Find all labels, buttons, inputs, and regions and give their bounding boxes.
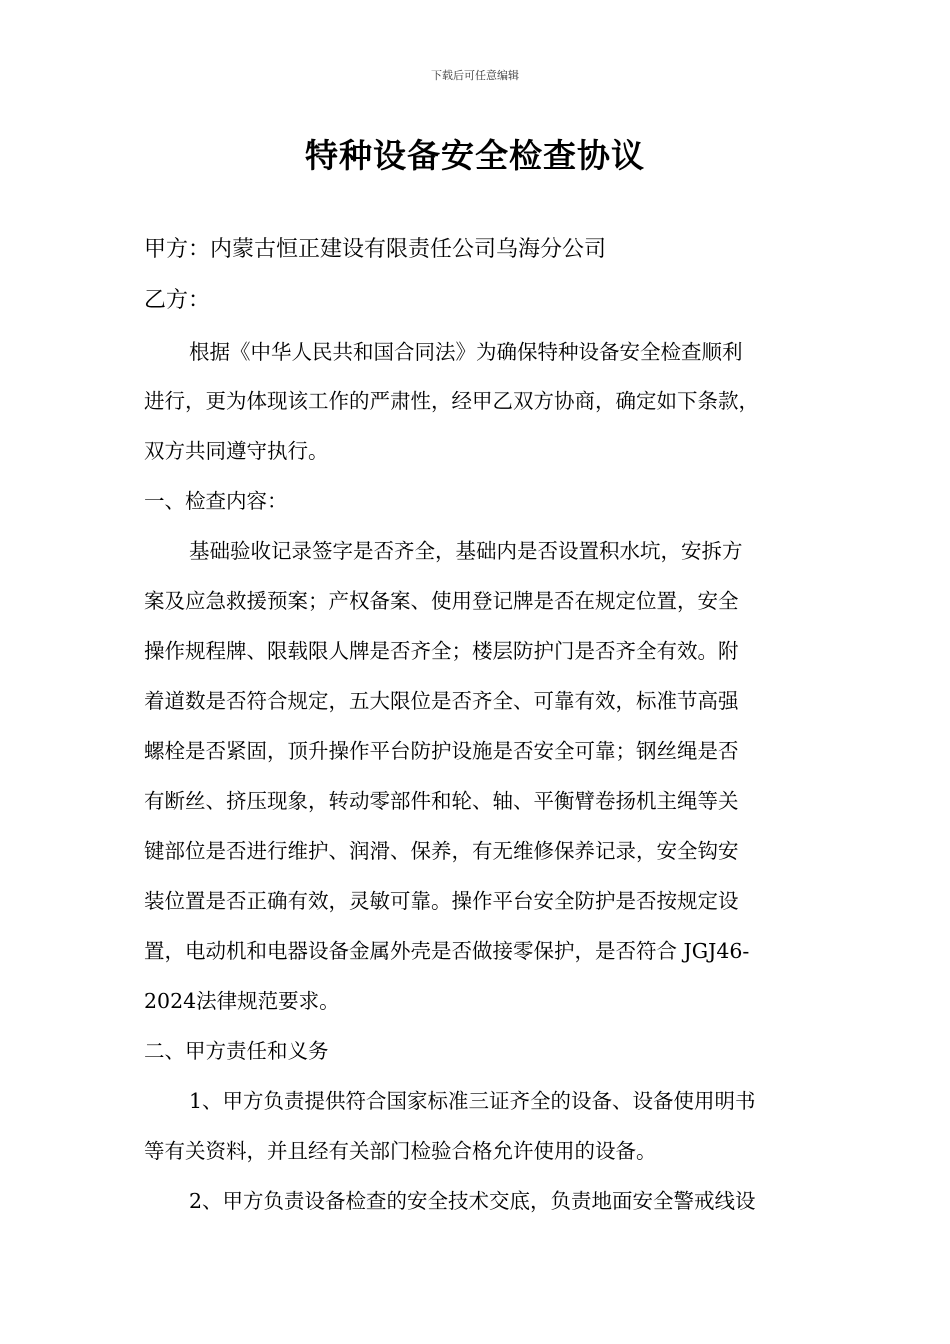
paragraph-line: 装位置是否正确有效，灵敏可靠。操作平台安全防护是否按规定设 (144, 889, 739, 913)
paragraph-line: 双方共同遵守执行。 (144, 439, 329, 463)
document-title: 特种设备安全检查协议 (305, 136, 645, 175)
paragraph-line: 案及应急救援预案；产权备案、使用登记牌是否在规定位置，安全 (144, 589, 739, 613)
section-heading: 一、检查内容： (144, 489, 288, 513)
paragraph-line: 螺栓是否紧固，顶升操作平台防护设施是否安全可靠；钢丝绳是否 (144, 739, 739, 763)
paragraph-line: 键部位是否进行维护、润滑、保养，有无维修保养记录，安全钩安 (144, 839, 739, 863)
party-b-line: 乙方： (144, 288, 211, 313)
party-a-line: 甲方：内蒙古恒正建设有限责任公司乌海分公司 (144, 237, 607, 262)
paragraph-line: 有断丝、挤压现象，转动零部件和轮、轴、平衡臂卷扬机主绳等关 (144, 789, 739, 813)
paragraph-line: 2、甲方负责设备检查的安全技术交底，负责地面安全警戒线设 (189, 1189, 756, 1213)
paragraph-line: 2024法律规范要求。 (144, 989, 340, 1013)
paragraph-line: 操作规程牌、限载限人牌是否齐全；楼层防护门是否齐全有效。附 (144, 639, 739, 663)
paragraph-line: 根据《中华人民共和国合同法》为确保特种设备安全检查顺利 (189, 340, 743, 364)
paragraph-line: 着道数是否符合规定，五大限位是否齐全、可靠有效，标准节高强 (144, 689, 739, 713)
header-note: 下载后可任意编辑 (431, 69, 519, 82)
paragraph-line: 1、甲方负责提供符合国家标准三证齐全的设备、设备使用明书 (189, 1089, 756, 1113)
paragraph-line: 置，电动机和电器设备金属外壳是否做接零保护，是否符合 JGJ46- (144, 939, 750, 963)
section-heading: 二、甲方责任和义务 (144, 1039, 329, 1063)
paragraph-line: 等有关资料，并且经有关部门检验合格允许使用的设备。 (144, 1139, 657, 1163)
paragraph-line: 进行，更为体现该工作的严肃性，经甲乙双方协商，确定如下条款， (144, 389, 759, 413)
paragraph-line: 基础验收记录签字是否齐全，基础内是否设置积水坑，安拆方 (189, 539, 743, 563)
